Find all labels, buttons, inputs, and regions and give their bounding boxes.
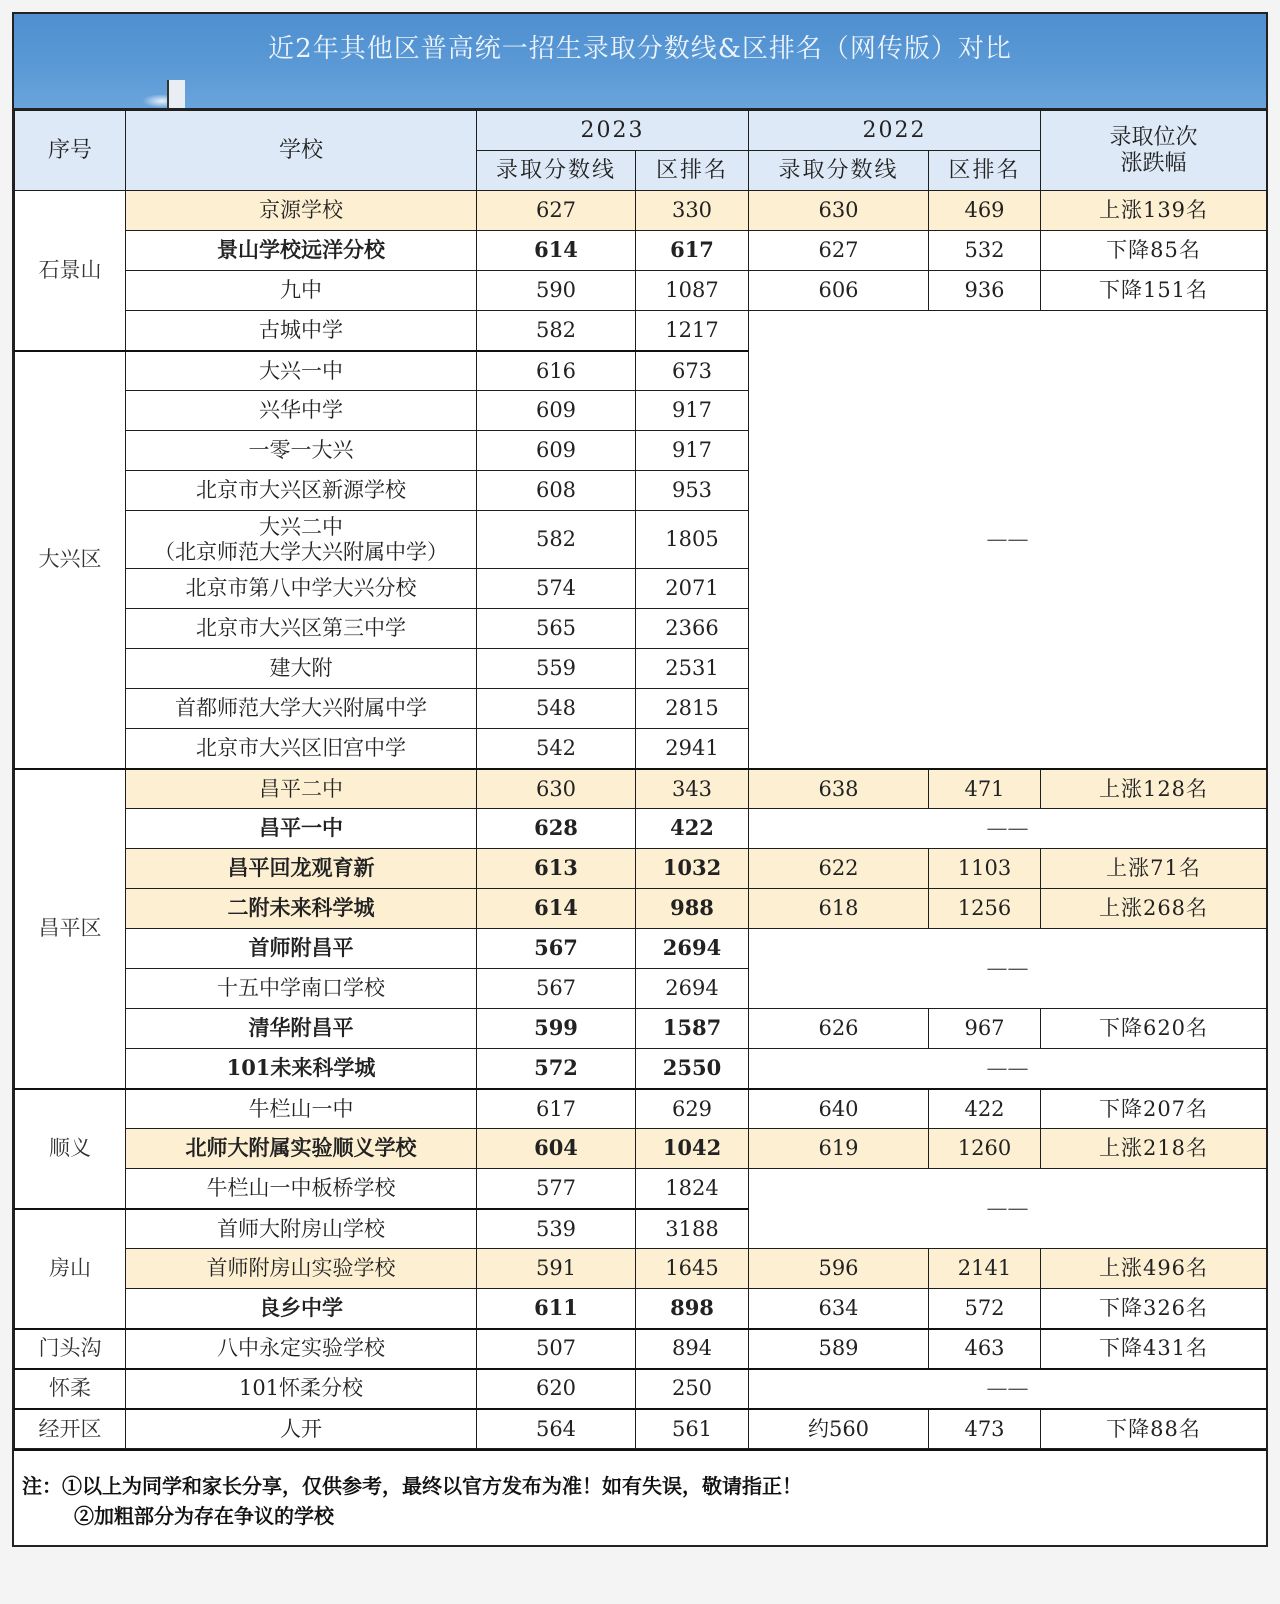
rank-2023: 988 xyxy=(636,889,749,929)
table-row xyxy=(15,1329,1267,1369)
school-name-sub: （北京师范大学大兴附属中学） xyxy=(154,539,448,564)
header-change-line1: 录取位次 xyxy=(1109,125,1198,151)
school-name: 昌平回龙观育新 xyxy=(126,849,477,889)
rank-2023: 617 xyxy=(636,231,749,271)
table-row xyxy=(15,1409,1267,1449)
score-2023: 567 xyxy=(477,929,636,969)
school-name xyxy=(126,511,477,569)
rank-2023: 629 xyxy=(636,1089,749,1129)
rank-2022: 967 xyxy=(929,1009,1041,1049)
score-2023: 614 xyxy=(477,231,636,271)
rank-2023: 2815 xyxy=(636,689,749,729)
school-name: 清华附昌平 xyxy=(126,1009,477,1049)
score-2023: 559 xyxy=(477,649,636,689)
table-row xyxy=(15,809,1267,849)
page-title: 近2年其他区普高统一招生录取分数线&区排名（网传版）对比 xyxy=(268,34,1012,64)
rank-2022: 473 xyxy=(929,1409,1041,1449)
score-2022: 619 xyxy=(749,1129,929,1169)
district-cell: 经开区 xyxy=(15,1409,126,1449)
score-2023: 591 xyxy=(477,1249,636,1289)
rank-change: 下降151名 xyxy=(1041,271,1267,311)
school-name: 101怀柔分校 xyxy=(126,1369,477,1409)
score-2022: 589 xyxy=(749,1329,929,1369)
rank-2022: 463 xyxy=(929,1329,1041,1369)
rank-2022: 469 xyxy=(929,191,1041,231)
header-school: 学校 xyxy=(126,111,477,191)
rank-change: 上涨218名 xyxy=(1041,1129,1267,1169)
rank-2023: 1042 xyxy=(636,1129,749,1169)
rank-2022: 936 xyxy=(929,271,1041,311)
score-2023: 542 xyxy=(477,729,636,769)
district-cell: 大兴区 xyxy=(15,351,126,769)
district-cell: 怀柔 xyxy=(15,1369,126,1409)
rank-2023: 1805 xyxy=(636,511,749,569)
table-row xyxy=(15,1089,1267,1129)
no-data-dash: —— xyxy=(749,809,1267,849)
rank-change: 上涨71名 xyxy=(1041,849,1267,889)
score-2022: 618 xyxy=(749,889,929,929)
table-row xyxy=(15,1249,1267,1289)
table-row xyxy=(15,769,1267,809)
rank-2023: 2694 xyxy=(636,969,749,1009)
school-name: 九中 xyxy=(126,271,477,311)
table-row xyxy=(15,191,1267,231)
rank-change: 下降88名 xyxy=(1041,1409,1267,1449)
header-change xyxy=(1041,111,1267,191)
rank-2023: 343 xyxy=(636,769,749,809)
score-2022: 630 xyxy=(749,191,929,231)
score-2022: 626 xyxy=(749,1009,929,1049)
header-2022-district-rank: 区排名 xyxy=(929,151,1041,191)
school-name: 牛栏山一中板桥学校 xyxy=(126,1169,477,1209)
score-2023: 507 xyxy=(477,1329,636,1369)
school-name: 八中永定实验学校 xyxy=(126,1329,477,1369)
score-2023: 614 xyxy=(477,889,636,929)
school-name: 京源学校 xyxy=(126,191,477,231)
rank-2023: 1645 xyxy=(636,1249,749,1289)
score-2023: 609 xyxy=(477,391,636,431)
score-2023: 630 xyxy=(477,769,636,809)
score-2023: 582 xyxy=(477,511,636,569)
rank-2023: 2550 xyxy=(636,1049,749,1089)
table-row xyxy=(15,1369,1267,1409)
school-name: 昌平一中 xyxy=(126,809,477,849)
rank-2022: 1260 xyxy=(929,1129,1041,1169)
rank-2023: 1824 xyxy=(636,1169,749,1209)
rank-2023: 2531 xyxy=(636,649,749,689)
school-name: 良乡中学 xyxy=(126,1289,477,1329)
rank-2023: 898 xyxy=(636,1289,749,1329)
header-year-2023: 2023 xyxy=(477,111,749,151)
header-change-line2: 涨跌幅 xyxy=(1120,150,1187,176)
footnote-line-1: 注：①以上为同学和家长分享，仅供参考，最终以官方发布为准！如有失误，敬请指正！ xyxy=(22,1474,802,1498)
rank-2022: 532 xyxy=(929,231,1041,271)
no-data-dash: —— xyxy=(749,311,1267,769)
school-name: 北师大附属实验顺义学校 xyxy=(126,1129,477,1169)
rank-change: 上涨139名 xyxy=(1041,191,1267,231)
score-2023: 577 xyxy=(477,1169,636,1209)
rank-change: 下降326名 xyxy=(1041,1289,1267,1329)
school-name: 兴华中学 xyxy=(126,391,477,431)
score-2023: 616 xyxy=(477,351,636,391)
header-year-2022: 2022 xyxy=(749,111,1041,151)
score-2023: 548 xyxy=(477,689,636,729)
score-2023: 564 xyxy=(477,1409,636,1449)
district-cell: 石景山 xyxy=(15,191,126,351)
school-name: 人开 xyxy=(126,1409,477,1449)
rank-2022: 422 xyxy=(929,1089,1041,1129)
rank-change: 下降620名 xyxy=(1041,1009,1267,1049)
table-row xyxy=(15,311,1267,351)
school-name: 101未来科学城 xyxy=(126,1049,477,1089)
table-row xyxy=(15,1289,1267,1329)
school-name: 二附未来科学城 xyxy=(126,889,477,929)
score-2023: 567 xyxy=(477,969,636,1009)
table-row xyxy=(15,1009,1267,1049)
school-name: 北京市大兴区旧宫中学 xyxy=(126,729,477,769)
score-2023: 572 xyxy=(477,1049,636,1089)
score-2022: 约560 xyxy=(749,1409,929,1449)
school-name: 首师附房山实验学校 xyxy=(126,1249,477,1289)
header-2023-score-line: 录取分数线 xyxy=(477,151,636,191)
score-2023: 582 xyxy=(477,311,636,351)
score-2023: 539 xyxy=(477,1209,636,1249)
district-cell: 昌平区 xyxy=(15,769,126,1089)
rank-2023: 2366 xyxy=(636,609,749,649)
rank-2023: 917 xyxy=(636,391,749,431)
header-2023-district-rank: 区排名 xyxy=(636,151,749,191)
no-data-dash: —— xyxy=(749,1049,1267,1089)
score-2022: 596 xyxy=(749,1249,929,1289)
rank-change: 下降85名 xyxy=(1041,231,1267,271)
rank-change: 上涨268名 xyxy=(1041,889,1267,929)
rank-change: 上涨496名 xyxy=(1041,1249,1267,1289)
rank-2023: 250 xyxy=(636,1369,749,1409)
rank-change: 下降207名 xyxy=(1041,1089,1267,1129)
no-data-dash: —— xyxy=(749,1169,1267,1249)
rank-2023: 894 xyxy=(636,1329,749,1369)
school-name: 首师附昌平 xyxy=(126,929,477,969)
table-row xyxy=(15,1169,1267,1209)
score-table xyxy=(14,110,1267,1449)
rank-2023: 2071 xyxy=(636,569,749,609)
table-row xyxy=(15,271,1267,311)
score-2023: 574 xyxy=(477,569,636,609)
table-row xyxy=(15,1049,1267,1089)
score-2022: 622 xyxy=(749,849,929,889)
score-2023: 627 xyxy=(477,191,636,231)
school-name: 十五中学南口学校 xyxy=(126,969,477,1009)
rank-2023: 3188 xyxy=(636,1209,749,1249)
school-name: 古城中学 xyxy=(126,311,477,351)
school-name: 北京市大兴区新源学校 xyxy=(126,471,477,511)
rank-2023: 953 xyxy=(636,471,749,511)
score-2023: 590 xyxy=(477,271,636,311)
table-row xyxy=(15,1129,1267,1169)
rank-2022: 2141 xyxy=(929,1249,1041,1289)
school-name: 昌平二中 xyxy=(126,769,477,809)
score-2023: 611 xyxy=(477,1289,636,1329)
score-2022: 606 xyxy=(749,271,929,311)
rank-2023: 2941 xyxy=(636,729,749,769)
score-comparison-sheet xyxy=(12,12,1268,1547)
rank-2023: 1087 xyxy=(636,271,749,311)
table-row xyxy=(15,849,1267,889)
rank-2022: 471 xyxy=(929,769,1041,809)
rank-2023: 1217 xyxy=(636,311,749,351)
score-2023: 609 xyxy=(477,431,636,471)
rank-change: 下降431名 xyxy=(1041,1329,1267,1369)
district-cell: 门头沟 xyxy=(15,1329,126,1369)
score-2022: 627 xyxy=(749,231,929,271)
school-name-main: 大兴二中 xyxy=(259,515,343,540)
score-2023: 565 xyxy=(477,609,636,649)
rank-2023: 422 xyxy=(636,809,749,849)
banner-building-decoration xyxy=(167,80,185,108)
score-2022: 638 xyxy=(749,769,929,809)
score-2022: 640 xyxy=(749,1089,929,1129)
rank-2022: 572 xyxy=(929,1289,1041,1329)
rank-2023: 917 xyxy=(636,431,749,471)
table-row xyxy=(15,929,1267,969)
school-name: 景山学校远洋分校 xyxy=(126,231,477,271)
district-cell: 顺义 xyxy=(15,1089,126,1209)
header-seq: 序号 xyxy=(15,111,126,191)
school-name: 首师大附房山学校 xyxy=(126,1209,477,1249)
rank-2023: 1587 xyxy=(636,1009,749,1049)
rank-2023: 330 xyxy=(636,191,749,231)
score-2023: 617 xyxy=(477,1089,636,1129)
rank-2023: 2694 xyxy=(636,929,749,969)
rank-2023: 561 xyxy=(636,1409,749,1449)
no-data-dash: —— xyxy=(749,929,1267,1009)
school-name: 牛栏山一中 xyxy=(126,1089,477,1129)
score-2023: 628 xyxy=(477,809,636,849)
school-name: 一零一大兴 xyxy=(126,431,477,471)
rank-change: 上涨128名 xyxy=(1041,769,1267,809)
title-banner xyxy=(14,14,1266,110)
score-2023: 608 xyxy=(477,471,636,511)
no-data-dash: —— xyxy=(749,1369,1267,1409)
score-2023: 599 xyxy=(477,1009,636,1049)
header-2022-score-line: 录取分数线 xyxy=(749,151,929,191)
footnote xyxy=(14,1449,1266,1545)
rank-2022: 1256 xyxy=(929,889,1041,929)
table-row xyxy=(15,889,1267,929)
score-2023: 604 xyxy=(477,1129,636,1169)
table-row xyxy=(15,231,1267,271)
school-name: 大兴一中 xyxy=(126,351,477,391)
rank-2023: 1032 xyxy=(636,849,749,889)
score-2022: 634 xyxy=(749,1289,929,1329)
score-2023: 620 xyxy=(477,1369,636,1409)
footnote-line-2: ②加粗部分为存在争议的学校 xyxy=(74,1504,334,1528)
rank-2022: 1103 xyxy=(929,849,1041,889)
school-name: 首都师范大学大兴附属中学 xyxy=(126,689,477,729)
school-name: 建大附 xyxy=(126,649,477,689)
district-cell: 房山 xyxy=(15,1209,126,1329)
rank-2023: 673 xyxy=(636,351,749,391)
school-name: 北京市大兴区第三中学 xyxy=(126,609,477,649)
score-2023: 613 xyxy=(477,849,636,889)
school-name: 北京市第八中学大兴分校 xyxy=(126,569,477,609)
